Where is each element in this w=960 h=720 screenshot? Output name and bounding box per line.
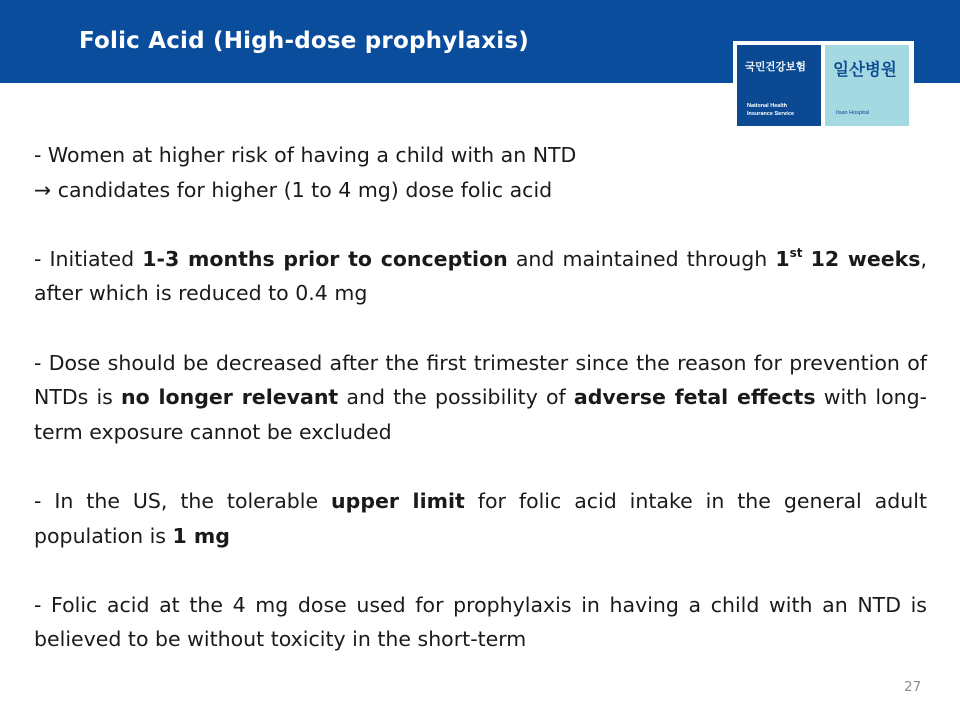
paragraph-risk	[34, 138, 927, 207]
timing-bold-2: 1	[775, 246, 790, 271]
limit-bold-1: upper limit	[331, 488, 465, 513]
dose-text-1: - Dose should be decreased after the first trimester since the reason for prevention of NTDs is	[34, 350, 927, 410]
timing-bold-1: 1-3 months prior to conception	[142, 246, 508, 271]
timing-superscript: st	[789, 245, 803, 260]
dose-bold-2: adverse fetal effects	[573, 385, 816, 410]
risk-line-1: - Women at higher risk of having a child with an NTD	[34, 143, 577, 167]
timing-text-3: , after which is reduced to 0.4 mg	[34, 246, 927, 306]
limit-text-1: - In the US, the tolerable	[34, 488, 332, 513]
toxicity-text: - Folic acid at the 4 mg dose used for prophylaxis in having a child with an NTD is believed to be without toxicity in the short-term	[34, 592, 927, 652]
hospital-logo	[733, 41, 914, 127]
arrow-icon: →	[34, 177, 52, 202]
dose-bold-1: no longer relevant	[121, 385, 339, 410]
limit-text-2: for folic acid intake in the general adult population is	[34, 488, 927, 548]
timing-text-2: and maintained through	[507, 246, 776, 271]
paragraph-limit	[34, 484, 927, 553]
slide-title: Folic Acid (High-dose prophylaxis)	[79, 28, 529, 54]
nhis-logo-panel	[737, 45, 821, 126]
nhis-english-name: National Health Insurance Service	[747, 103, 795, 117]
ilsan-logo-panel	[825, 45, 909, 126]
limit-bold-2: 1 mg	[172, 523, 230, 548]
slide-body	[34, 138, 927, 657]
timing-bold-3: 12 weeks	[810, 246, 921, 271]
paragraph-toxicity	[34, 588, 927, 657]
dose-text-2: and the possibility of	[338, 385, 574, 410]
dose-text-3: with long-term exposure cannot be excluded	[34, 385, 928, 444]
nhis-korean-name: 국민건강보험	[745, 61, 806, 73]
paragraph-dose	[34, 346, 927, 450]
timing-text-1: - Initiated	[34, 246, 143, 271]
page-number: 27	[904, 679, 922, 695]
risk-line-2: candidates for higher (1 to 4 mg) dose folic acid	[51, 177, 553, 202]
paragraph-timing	[34, 242, 927, 311]
ilsan-english-name: Ilsan Hospital	[836, 110, 870, 116]
ilsan-korean-name: 일산병원	[833, 60, 897, 79]
